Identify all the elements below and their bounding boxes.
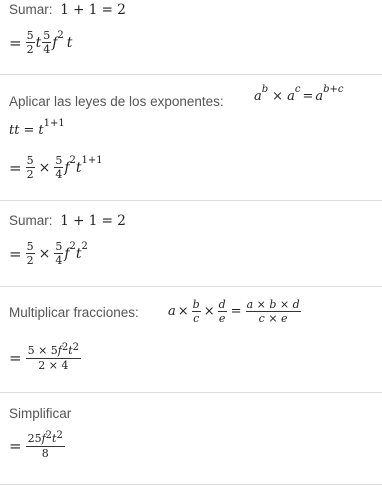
equals-sign: = (230, 304, 242, 319)
variable-t: t (75, 159, 82, 176)
step-label (9, 2, 126, 18)
numerator: a × b × d (246, 298, 300, 311)
exponent: 2 (69, 155, 76, 166)
step-result (9, 342, 82, 372)
numerator: 25f2t2 (27, 430, 63, 445)
step-title: Simplificar (9, 406, 72, 421)
step-result (9, 155, 103, 180)
fraction-5-2 (26, 241, 35, 266)
denominator: 2 × 4 (38, 359, 69, 372)
step-title: Sumar: (9, 2, 53, 17)
step-result (9, 30, 72, 55)
numerator: b (192, 298, 200, 311)
times-sign: × (203, 304, 215, 319)
rule-a: a (254, 89, 262, 104)
denominator: 2 (26, 168, 34, 181)
numerator: d (218, 298, 226, 311)
times-sign: × (272, 89, 284, 104)
fraction-simplified (26, 430, 65, 460)
times-sign: × (38, 245, 51, 262)
times-sign: × (177, 304, 189, 319)
step-multiply-fractions (0, 287, 382, 392)
exponent: 1+1 (81, 155, 103, 166)
rule-a: a (315, 89, 324, 104)
fraction-5-4 (54, 155, 63, 180)
equals-sign: = (9, 349, 22, 367)
equals-sign: = (9, 244, 22, 263)
step-result (9, 241, 88, 266)
variable-f: f (64, 159, 70, 176)
step-rule: 1 + 1 = 2 (60, 2, 126, 18)
equals-sign: = (23, 123, 35, 138)
step-title: Sumar: (9, 213, 53, 228)
denominator: 4 (55, 254, 63, 267)
exponent-rule (254, 84, 344, 104)
tt-rule (9, 118, 65, 138)
numerator: 5 × 5f2t2 (27, 342, 80, 357)
rule-fraction-b-c (192, 299, 201, 324)
variable-t: t (38, 123, 44, 138)
variable-f: f (64, 245, 70, 262)
numerator: 5 (55, 154, 63, 167)
numerator: 5 (26, 154, 34, 167)
step-label (9, 213, 126, 229)
rule-exp-b: b (261, 84, 269, 95)
rule-exp-bc: b+c (323, 84, 344, 95)
rule-fraction-d-e (218, 299, 227, 324)
variable-t: t (35, 34, 42, 51)
rule-a: a (168, 304, 176, 319)
rule-a: a (287, 89, 295, 104)
denominator: 4 (43, 43, 51, 56)
fraction-5-2 (26, 30, 35, 55)
exponent: 2 (81, 241, 88, 252)
fraction-5-2 (26, 155, 35, 180)
denominator: 4 (55, 168, 63, 181)
denominator: 8 (41, 447, 49, 460)
rule-fraction-result (246, 299, 301, 324)
denominator: 2 (26, 254, 34, 267)
step-sumar-2 (0, 201, 382, 286)
exponent: 2 (57, 30, 64, 41)
denominator: c (193, 312, 200, 325)
step-title: Aplicar las leyes de los exponentes: (9, 94, 224, 109)
step-simplify (0, 393, 382, 486)
fraction-5-4 (42, 30, 51, 55)
step-title: Multiplicar fracciones: (9, 305, 139, 320)
fraction-multiplied (26, 342, 81, 372)
exponent: 2 (69, 241, 76, 252)
denominator: e (218, 312, 226, 325)
step-result (9, 430, 66, 460)
denominator: c × e (258, 312, 288, 325)
tt: tt (9, 123, 20, 138)
fraction-5-4 (54, 241, 63, 266)
equals-sign: = (302, 89, 314, 104)
variable-f: f (52, 34, 58, 51)
step-exponent-laws (0, 75, 382, 200)
equals-sign: = (9, 437, 22, 455)
step-rule: 1 + 1 = 2 (60, 213, 126, 229)
denominator: 2 (26, 43, 34, 56)
rule-exp-c: c (294, 84, 301, 95)
numerator: 5 (43, 29, 51, 42)
divider (0, 484, 382, 485)
variable-t: t (75, 245, 82, 262)
times-sign: × (38, 159, 51, 176)
numerator: 5 (26, 240, 34, 253)
equals-sign: = (9, 158, 22, 177)
exponent: 1+1 (43, 118, 65, 129)
multiply-rule (168, 299, 302, 324)
step-sumar-1 (0, 0, 382, 75)
numerator: 5 (26, 29, 34, 42)
equals-sign: = (9, 33, 22, 52)
numerator: 5 (55, 240, 63, 253)
variable-t: t (66, 34, 73, 51)
